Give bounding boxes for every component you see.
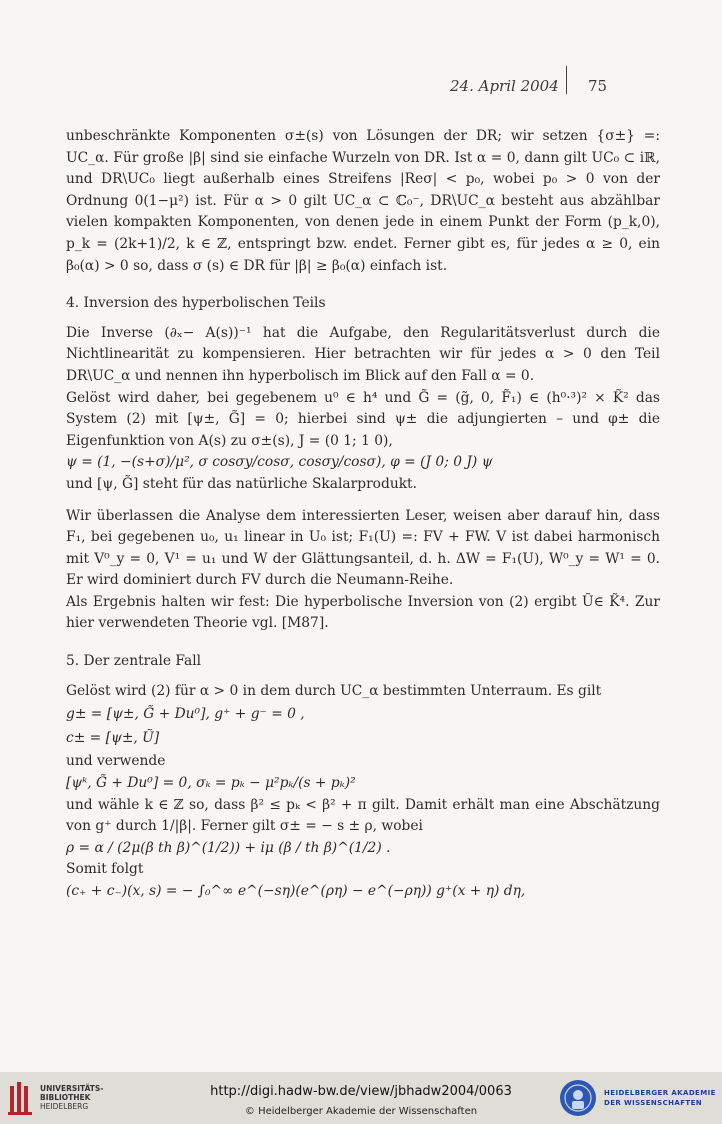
permalink-url[interactable]: http://digi.hadw-bw.de/view/jbhadw2004/0063 (210, 1084, 512, 1099)
copyright-notice: © Heidelberger Akademie der Wissenschaften (244, 1106, 478, 1117)
equation-4: [ψᵏ, G̃ + Du⁰] = 0, σₖ = pₖ − μ²pₖ/(s + pₖ)² (66, 775, 356, 792)
paragraph-4: und [ψ, G̃] steht für das natürliche Skalarprodukt. (66, 475, 417, 492)
paragraph-9: und wähle k ∈ ℤ so, dass β² ≤ pₖ < β² + π gilt. Damit erhält man eine Abschätzung von g⁺ durch 1/|β|. Ferner gilt σ± = − s ± ρ, wobei (66, 796, 660, 835)
footer-bar (0, 1072, 722, 1124)
equation-3: c± = [ψ±, Ũ] (66, 729, 160, 746)
equation-5: ρ = α / (2μ(β th β)^(1/2)) + iμ (β / th β)^(1/2) . (66, 839, 391, 856)
equation-1: ψ = (1, −(s+σ)/μ², σ cosσy/cosσ, cosσy/cosσ), φ = (J 0; 0 J) ψ (66, 454, 493, 471)
equation-6: (c₊ + c₋)(x, s) = − ∫₀^∞ e^(−sη)(e^(ρη) − e^(−ρη)) g⁺(x + η) dη, (66, 883, 526, 899)
paragraph-7: Gelöst wird (2) für α > 0 in dem durch UC_α bestimmten Unterraum. Es gilt (66, 682, 602, 699)
header-divider (566, 66, 567, 94)
university-library-name: UNIVERSITÄTS- BIBLIOTHEK HEIDELBERG (40, 1084, 104, 1111)
paragraph-1: unbeschränkte Komponenten σ±(s) von Lösungen der DR; wir setzen {σ±} =: UC_α. Für große |β| sind sie einfache Wurzeln von DR. Ist α = 0, dann gilt UC₀ ⊂ iℝ, und DR\UC₀ liegt außerhalb eines Streifens |Reσ| < p₀, wobei p₀ > 0 von der Ordnung 0(1−μ²) ist. Für α > 0 gilt UC_α ⊂ ℂ₀⁻, DR\UC_α besteht aus abzählbar vielen kompakten Komponenten, von denen jede in einem Punkt der Form (p_k,0), p_k = (2k+1)/2, k ∈ ℤ, entspringt bzw. endet. Ferner gibt es, für jedes α ≥ 0, ein β₀(α) > 0 so, dass σ (s) ∈ DR für |β| ≥ β₀(α) einfach ist. (66, 128, 660, 274)
academy-name: HEIDELBERGER AKADEMIE DER WISSENSCHAFTEN (604, 1089, 716, 1107)
paragraph-6: Als Ergebnis halten wir fest: Die hyperbolische Inversion von (2) ergibt Ũ∈ K̃⁴. Zur hier verwendeten Theorie vgl. [M87]. (66, 593, 660, 632)
paragraph-10: Somit folgt (66, 861, 144, 878)
section-5-title: 5. Der zentrale Fall (66, 653, 202, 670)
paragraph-8: und verwende (66, 753, 166, 770)
equation-2: g± = [ψ±, G̃ + Du⁰], g⁺ + g⁻ = 0 , (66, 706, 305, 723)
paragraph-3: Gelöst wird daher, bei gegebenem u⁰ ∈ h⁴ und G̃ = (g̃, 0, F̃₁) ∈ (h⁰·³)² × K̃² das System (2) mit [ψ±, G̃] = 0; hierbei sind ψ± die adjungierten – und φ± die Eigenfunktion von A(s) zu σ±(s), J = (0 1; 1 0), (66, 389, 660, 449)
paragraph-5: Wir überlassen die Analyse dem interessierten Leser, weisen aber darauf hin, dass F₁, bei gegebenen u₀, u₁ linear in U₀ ist; F₁(U) =: FV + FW. V ist dabei harmonisch mit V⁰_y = 0, V¹ = u₁ und W der Glättungsanteil, d. h. ΔW = F₁(U), W⁰_y = W¹ = 0. Er wird dominiert durch FV durch die Neumann-Reihe. (66, 507, 660, 589)
academy-seal-icon[interactable] (558, 1078, 598, 1118)
section-4-title: 4. Inversion des hyperbolischen Teils (66, 295, 326, 312)
document-body (66, 126, 660, 903)
page-number: 75 (588, 77, 608, 95)
header-date: 24. April 2004 (450, 77, 559, 95)
paragraph-2: Die Inverse (∂ₓ− A(s))⁻¹ hat die Aufgabe, den Regularitätsverlust durch die Nichtlinearität zu kompensieren. Hier betrachten wir für jedes α > 0 den Teil DR\UC_α und nennen ihn hyperbolisch im Blick auf den Fall α = 0. (66, 324, 660, 384)
